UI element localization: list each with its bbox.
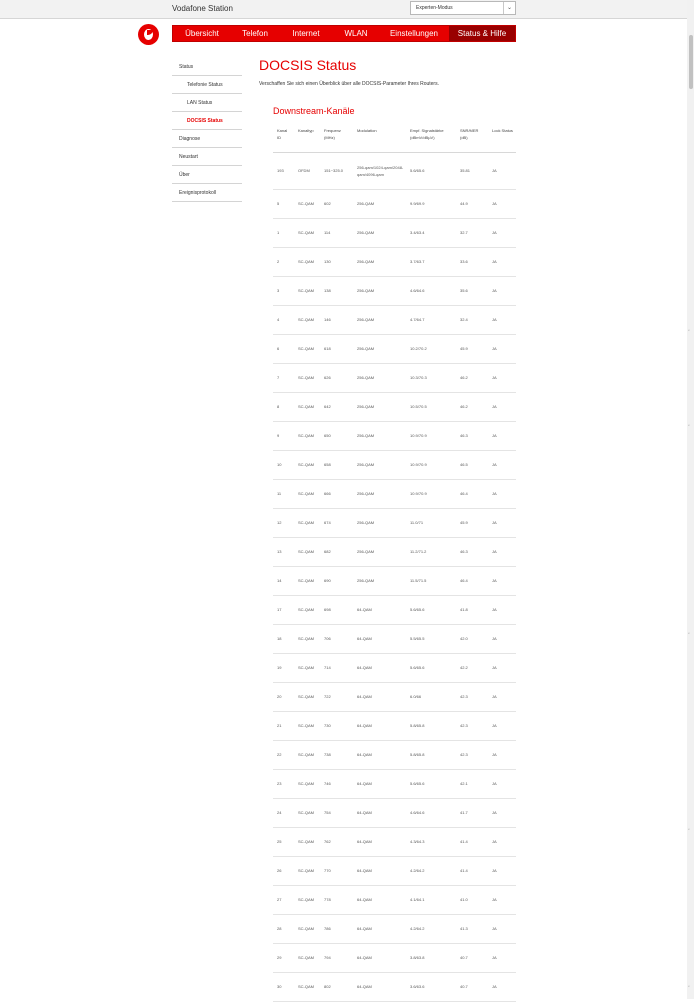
table-cell: 46.5 xyxy=(456,450,488,479)
column-header: Kanaltyp xyxy=(294,124,320,152)
table-row xyxy=(273,363,516,392)
main-nav xyxy=(172,25,516,42)
table-cell: SC-QAM xyxy=(294,334,320,363)
table-cell: 10 xyxy=(273,450,294,479)
table-cell: 4.2/64.2 xyxy=(406,856,456,885)
table-cell: 14 xyxy=(273,566,294,595)
table-row xyxy=(273,711,516,740)
table-cell: 138 xyxy=(320,276,353,305)
column-header: Frequenz (MHz) xyxy=(320,124,353,152)
table-cell: JA xyxy=(488,450,516,479)
table-cell: JA xyxy=(488,885,516,914)
table-row xyxy=(273,798,516,827)
table-row xyxy=(273,479,516,508)
mode-select-value: Experten-Modus xyxy=(416,5,453,11)
table-cell: JA xyxy=(488,711,516,740)
table-cell: SC-QAM xyxy=(294,247,320,276)
table-cell: 10.2/70.2 xyxy=(406,334,456,363)
table-cell: 46.2 xyxy=(456,392,488,421)
table-cell: 1 xyxy=(273,218,294,247)
table-cell: 41.8 xyxy=(456,595,488,624)
table-cell: 794 xyxy=(320,943,353,972)
table-cell: SC-QAM xyxy=(294,943,320,972)
table-cell: 23 xyxy=(273,769,294,798)
table-cell: SC-QAM xyxy=(294,363,320,392)
page-title: DOCSIS Status xyxy=(259,57,357,73)
table-row xyxy=(273,972,516,1001)
nav-item-wlan[interactable]: WLAN xyxy=(344,29,368,38)
table-cell: SC-QAM xyxy=(294,595,320,624)
table-cell: 41.3 xyxy=(456,914,488,943)
table-cell: JA xyxy=(488,305,516,334)
table-cell: 114 xyxy=(320,218,353,247)
column-header: Empf. Signalstärke (dBmV/dBµV) xyxy=(406,124,456,152)
table-cell: 19 xyxy=(273,653,294,682)
table-row xyxy=(273,305,516,334)
scroll-down-icon[interactable]: ˇ xyxy=(688,986,690,992)
table-cell: 41.0 xyxy=(456,885,488,914)
table-cell: 10.9/70.9 xyxy=(406,421,456,450)
table-cell: 256-QAM xyxy=(353,479,406,508)
table-cell: JA xyxy=(488,653,516,682)
table-row xyxy=(273,276,516,305)
vodafone-logo-icon[interactable] xyxy=(138,24,159,45)
table-cell: 602 xyxy=(320,189,353,218)
table-row xyxy=(273,421,516,450)
table-cell: 7 xyxy=(273,363,294,392)
table-cell: 42.3 xyxy=(456,682,488,711)
table-cell: 28 xyxy=(273,914,294,943)
table-cell: 21 xyxy=(273,711,294,740)
table-cell: JA xyxy=(488,363,516,392)
table-cell: 770 xyxy=(320,856,353,885)
table-cell: 5 xyxy=(273,189,294,218)
side-nav xyxy=(172,58,242,202)
table-cell: 722 xyxy=(320,682,353,711)
table-cell: 674 xyxy=(320,508,353,537)
scroll-down-icon[interactable]: ˇ xyxy=(688,829,690,835)
table-cell: 256-QAM xyxy=(353,218,406,247)
table-cell: 41.7 xyxy=(456,798,488,827)
table-cell: 22 xyxy=(273,740,294,769)
column-header: Kanal ID xyxy=(273,124,294,152)
table-row xyxy=(273,247,516,276)
table-cell: JA xyxy=(488,392,516,421)
nav-item-internet[interactable]: Internet xyxy=(292,29,320,38)
table-cell: 46.4 xyxy=(456,566,488,595)
table-cell: 45.9 xyxy=(456,508,488,537)
table-cell: 6.0/66 xyxy=(406,682,456,711)
table-cell: 256-QAM xyxy=(353,392,406,421)
table-cell: 11.2/71.2 xyxy=(406,537,456,566)
table-cell: SC-QAM xyxy=(294,972,320,1001)
table-row xyxy=(273,885,516,914)
table-cell: SC-QAM xyxy=(294,682,320,711)
table-cell: 64-QAM xyxy=(353,769,406,798)
table-cell: JA xyxy=(488,943,516,972)
table-cell: 706 xyxy=(320,624,353,653)
table-cell: 5.6/65.6 xyxy=(406,152,456,189)
table-cell: SC-QAM xyxy=(294,537,320,566)
table-cell: SC-QAM xyxy=(294,885,320,914)
table-cell: JA xyxy=(488,276,516,305)
table-cell: 5.8/65.8 xyxy=(406,711,456,740)
table-cell: 3.7/63.7 xyxy=(406,247,456,276)
nav-item-status-hilfe[interactable]: Status & Hilfe xyxy=(449,26,515,41)
table-cell: 256-QAM xyxy=(353,276,406,305)
table-cell: 682 xyxy=(320,537,353,566)
table-cell: SC-QAM xyxy=(294,914,320,943)
sidebar-item-neustart[interactable]: Neustart xyxy=(172,148,242,166)
table-cell: 256-qam/1024-qam/2048-qam/4096-qam xyxy=(353,152,406,189)
table-cell: 8 xyxy=(273,392,294,421)
table-cell: 64-QAM xyxy=(353,943,406,972)
table-cell: JA xyxy=(488,537,516,566)
table-cell: 130 xyxy=(320,247,353,276)
table-cell: 642 xyxy=(320,392,353,421)
table-cell: 666 xyxy=(320,479,353,508)
table-cell: 32.7 xyxy=(456,218,488,247)
sidebar-item-ueber[interactable]: Über xyxy=(172,166,242,184)
table-cell: 5.6/65.6 xyxy=(406,595,456,624)
table-cell: 35.6 xyxy=(456,276,488,305)
nav-item-einstellungen[interactable]: Einstellungen xyxy=(389,29,439,38)
table-cell: JA xyxy=(488,152,516,189)
nav-item-uebersicht[interactable]: Übersicht xyxy=(185,29,219,38)
table-cell: 42.3 xyxy=(456,740,488,769)
table-cell: 11.5/71.5 xyxy=(406,566,456,595)
table-cell: 778 xyxy=(320,885,353,914)
table-cell: JA xyxy=(488,218,516,247)
table-cell: SC-QAM xyxy=(294,653,320,682)
table-cell: 746 xyxy=(320,769,353,798)
table-cell: 730 xyxy=(320,711,353,740)
table-cell: 11.0/71 xyxy=(406,508,456,537)
table-cell: JA xyxy=(488,856,516,885)
table-cell: 256-QAM xyxy=(353,508,406,537)
table-cell: 64-QAM xyxy=(353,595,406,624)
section-title: Downstream-Kanäle xyxy=(273,106,355,116)
table-row xyxy=(273,392,516,421)
table-cell: 41.4 xyxy=(456,856,488,885)
table-cell: 5.5/65.5 xyxy=(406,624,456,653)
table-cell: SC-QAM xyxy=(294,392,320,421)
scroll-down-icon[interactable]: ˇ xyxy=(688,633,690,639)
table-cell: 256-QAM xyxy=(353,537,406,566)
table-cell: 256-QAM xyxy=(353,189,406,218)
table-cell: 193 xyxy=(273,152,294,189)
table-cell: JA xyxy=(488,914,516,943)
table-cell: 754 xyxy=(320,798,353,827)
table-cell: 3.4/63.4 xyxy=(406,218,456,247)
table-row xyxy=(273,682,516,711)
table-cell: JA xyxy=(488,595,516,624)
table-cell: 4.3/64.3 xyxy=(406,827,456,856)
table-cell: SC-QAM xyxy=(294,798,320,827)
table-cell: 46.3 xyxy=(456,421,488,450)
table-cell: SC-QAM xyxy=(294,450,320,479)
table-cell: 146 xyxy=(320,305,353,334)
table-cell: SC-QAM xyxy=(294,711,320,740)
table-cell: 17 xyxy=(273,595,294,624)
table-cell: 40.7 xyxy=(456,943,488,972)
table-cell: 46.4 xyxy=(456,479,488,508)
table-cell: 9.9/69.9 xyxy=(406,189,456,218)
table-row xyxy=(273,566,516,595)
table-cell: SC-QAM xyxy=(294,305,320,334)
table-cell: 26 xyxy=(273,856,294,885)
mode-select[interactable] xyxy=(410,1,516,15)
table-cell: 626 xyxy=(320,363,353,392)
sidebar-item-ereignisprotokoll[interactable]: Ereignisprotokoll xyxy=(172,184,242,202)
table-cell: 64-QAM xyxy=(353,827,406,856)
table-cell: 690 xyxy=(320,566,353,595)
table-cell: SC-QAM xyxy=(294,479,320,508)
table-cell: 4.2/64.2 xyxy=(406,914,456,943)
column-header: SNR/MER (dB) xyxy=(456,124,488,152)
table-cell: JA xyxy=(488,334,516,363)
table-cell: 64-QAM xyxy=(353,682,406,711)
table-cell: 64-QAM xyxy=(353,653,406,682)
table-cell: 41.4 xyxy=(456,827,488,856)
table-cell: 42.0 xyxy=(456,624,488,653)
table-cell: SC-QAM xyxy=(294,566,320,595)
table-cell: 4.1/64.1 xyxy=(406,885,456,914)
table-cell: JA xyxy=(488,566,516,595)
table-cell: 618 xyxy=(320,334,353,363)
table-cell: 802 xyxy=(320,972,353,1001)
table-cell: 10.3/70.3 xyxy=(406,363,456,392)
table-cell: 4.6/64.6 xyxy=(406,798,456,827)
table-row xyxy=(273,653,516,682)
table-cell: 714 xyxy=(320,653,353,682)
table-cell: 30 xyxy=(273,972,294,1001)
table-cell: 25 xyxy=(273,827,294,856)
scrollbar-thumb[interactable] xyxy=(689,35,693,89)
downstream-table xyxy=(273,124,516,1002)
table-cell: JA xyxy=(488,247,516,276)
sidebar-item-status[interactable]: Status xyxy=(172,58,242,76)
table-cell: 650 xyxy=(320,421,353,450)
column-header: Modulation xyxy=(353,124,406,152)
table-cell: JA xyxy=(488,508,516,537)
table-cell: 64-QAM xyxy=(353,798,406,827)
table-row xyxy=(273,152,516,189)
table-row xyxy=(273,537,516,566)
table-row xyxy=(273,595,516,624)
table-row xyxy=(273,914,516,943)
table-cell: 45.9 xyxy=(456,334,488,363)
table-cell: 42.1 xyxy=(456,769,488,798)
table-cell: 64-QAM xyxy=(353,740,406,769)
table-cell: 786 xyxy=(320,914,353,943)
table-cell: 35.81 xyxy=(456,152,488,189)
table-cell: 3 xyxy=(273,276,294,305)
table-cell: 42.2 xyxy=(456,653,488,682)
table-cell: JA xyxy=(488,769,516,798)
table-row xyxy=(273,740,516,769)
table-cell: 64-QAM xyxy=(353,624,406,653)
table-cell: JA xyxy=(488,421,516,450)
table-cell: 46.2 xyxy=(456,363,488,392)
table-cell: 24 xyxy=(273,798,294,827)
table-cell: 64-QAM xyxy=(353,885,406,914)
table-cell: JA xyxy=(488,682,516,711)
table-cell: 698 xyxy=(320,595,353,624)
table-row xyxy=(273,856,516,885)
table-cell: 64-QAM xyxy=(353,914,406,943)
table-cell: 13 xyxy=(273,537,294,566)
sidebar-item-diagnose[interactable]: Diagnose xyxy=(172,130,242,148)
table-row xyxy=(273,189,516,218)
table-cell: 12 xyxy=(273,508,294,537)
table-cell: 11 xyxy=(273,479,294,508)
table-row xyxy=(273,943,516,972)
table-cell: 762 xyxy=(320,827,353,856)
vertical-scrollbar[interactable] xyxy=(687,0,694,999)
table-cell: 256-QAM xyxy=(353,334,406,363)
scroll-down-icon[interactable]: ˇ xyxy=(688,330,690,336)
table-cell: JA xyxy=(488,624,516,653)
table-cell: 256-QAM xyxy=(353,566,406,595)
table-cell: 2 xyxy=(273,247,294,276)
sidebar-item-telefonie-status[interactable]: Telefonie Status xyxy=(172,76,242,94)
table-cell: 44.9 xyxy=(456,189,488,218)
table-cell: 3.6/63.6 xyxy=(406,972,456,1001)
table-cell: 4.6/64.6 xyxy=(406,276,456,305)
table-cell: 3.8/63.8 xyxy=(406,943,456,972)
table-cell: 40.7 xyxy=(456,972,488,1001)
page-subtitle: Verschaffen Sie sich einen Überblick über alle DOCSIS-Parameter Ihres Routers. xyxy=(259,81,439,87)
table-row xyxy=(273,769,516,798)
table-cell: JA xyxy=(488,972,516,1001)
app-title: Vodafone Station xyxy=(172,4,233,13)
table-cell: 4 xyxy=(273,305,294,334)
table-cell: 4.7/64.7 xyxy=(406,305,456,334)
table-cell: 20 xyxy=(273,682,294,711)
table-cell: 64-QAM xyxy=(353,711,406,740)
nav-item-telefon[interactable]: Telefon xyxy=(242,29,268,38)
table-cell: 46.3 xyxy=(456,537,488,566)
table-cell: JA xyxy=(488,740,516,769)
table-cell: JA xyxy=(488,479,516,508)
table-row xyxy=(273,624,516,653)
column-header: Lock Status xyxy=(488,124,516,152)
chevron-down-icon[interactable]: ⌄ xyxy=(503,2,515,14)
table-header-row xyxy=(273,124,516,152)
table-cell: JA xyxy=(488,827,516,856)
table-cell: 10.9/70.9 xyxy=(406,450,456,479)
scroll-down-icon[interactable]: ˇ xyxy=(688,425,690,431)
table-cell: SC-QAM xyxy=(294,769,320,798)
table-cell: 64-QAM xyxy=(353,972,406,1001)
table-cell: 29 xyxy=(273,943,294,972)
table-row xyxy=(273,334,516,363)
table-cell: 9 xyxy=(273,421,294,450)
table-row xyxy=(273,450,516,479)
table-cell: 658 xyxy=(320,450,353,479)
table-cell: 6 xyxy=(273,334,294,363)
top-bar xyxy=(0,0,687,19)
table-cell: 18 xyxy=(273,624,294,653)
table-cell: 27 xyxy=(273,885,294,914)
sidebar-item-lan-status[interactable]: LAN Status xyxy=(172,94,242,112)
table-cell: 151~325.0 xyxy=(320,152,353,189)
sidebar-item-docsis-status[interactable]: DOCSIS Status xyxy=(172,112,242,130)
table-cell: SC-QAM xyxy=(294,218,320,247)
table-cell: 256-QAM xyxy=(353,450,406,479)
table-cell: SC-QAM xyxy=(294,508,320,537)
table-row xyxy=(273,508,516,537)
table-cell: SC-QAM xyxy=(294,189,320,218)
table-cell: SC-QAM xyxy=(294,740,320,769)
table-cell: SC-QAM xyxy=(294,856,320,885)
table-cell: OFDM xyxy=(294,152,320,189)
table-cell: 33.6 xyxy=(456,247,488,276)
table-cell: 10.9/70.9 xyxy=(406,479,456,508)
table-cell: 256-QAM xyxy=(353,247,406,276)
table-cell: 5.6/65.6 xyxy=(406,653,456,682)
table-cell: 32.4 xyxy=(456,305,488,334)
table-cell: SC-QAM xyxy=(294,624,320,653)
table-cell: JA xyxy=(488,189,516,218)
table-cell: JA xyxy=(488,798,516,827)
table-cell: 10.5/70.5 xyxy=(406,392,456,421)
table-cell: 256-QAM xyxy=(353,421,406,450)
table-cell: SC-QAM xyxy=(294,827,320,856)
table-cell: SC-QAM xyxy=(294,276,320,305)
table-cell: 64-QAM xyxy=(353,856,406,885)
table-row xyxy=(273,218,516,247)
table-cell: 738 xyxy=(320,740,353,769)
table-cell: 256-QAM xyxy=(353,305,406,334)
table-cell: 256-QAM xyxy=(353,363,406,392)
table-row xyxy=(273,827,516,856)
table-cell: 5.6/65.6 xyxy=(406,769,456,798)
table-cell: 5.8/65.8 xyxy=(406,740,456,769)
table-cell: 42.3 xyxy=(456,711,488,740)
table-cell: SC-QAM xyxy=(294,421,320,450)
